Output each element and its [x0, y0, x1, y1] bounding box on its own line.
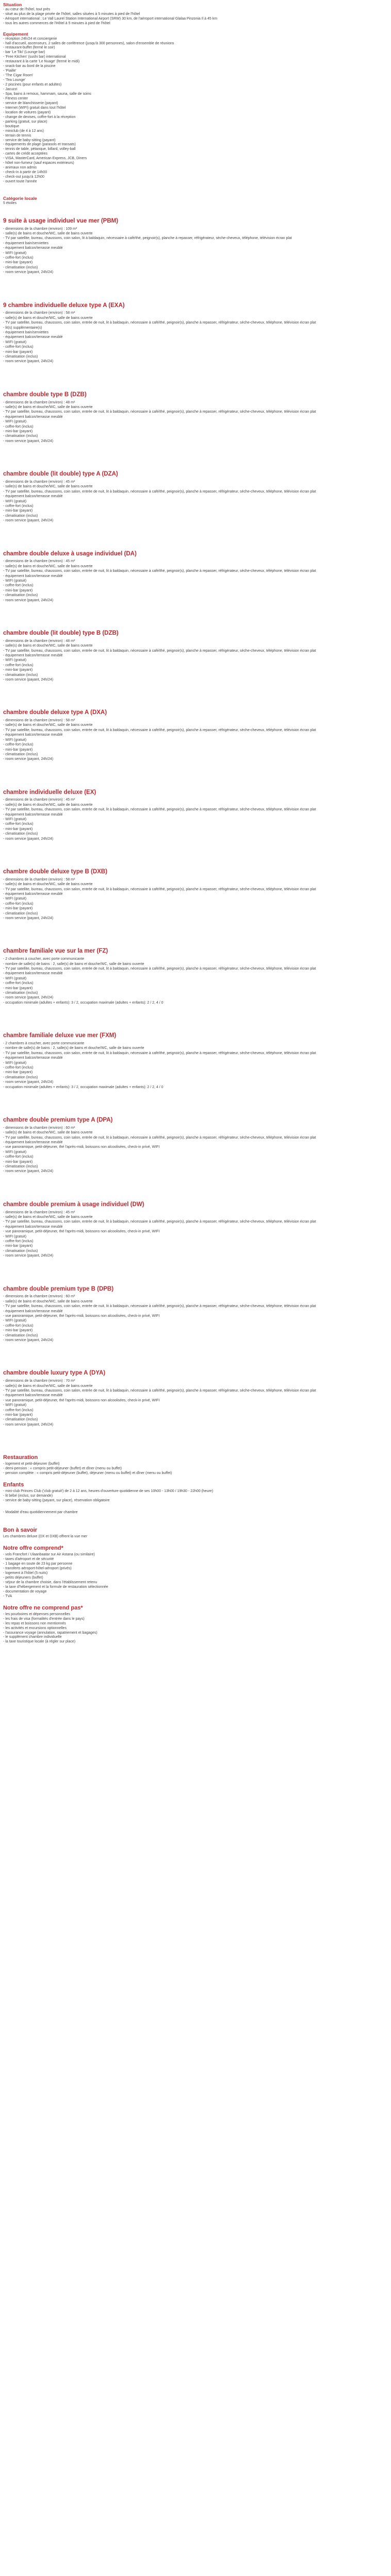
room-feature: - mini-bar (payant)	[3, 350, 33, 354]
room-feature: - WIFI (gratuit)	[3, 251, 27, 255]
room-feature: - dimensions de la chambre (environ) : 60 m²	[3, 1126, 75, 1130]
restauration-list	[3, 1462, 382, 1476]
room-feature: - TV par satellite, bureau, chaussons, coin salon, lit à baldaquin, nécessaire à café/thé, peignoir(s), planche à repasser, réfrigérateur, sèche-cheveux, téléphone, télévision écran plat	[3, 236, 292, 241]
room-feature: - room service (payant, 24h/24)	[3, 757, 54, 761]
room-feature: - climatisation (inclus)	[3, 355, 38, 359]
room-feature: - salle(s) de bains et douche/WC, salle de bains ouverte	[3, 232, 93, 236]
room-feature: - room service (payant, 24h/24)	[3, 360, 54, 364]
room-feature: - climatisation (inclus)	[3, 265, 38, 269]
list-item: - Jacuzzi	[3, 88, 18, 92]
room-feature: - coffre-fort (inclus)	[3, 1155, 34, 1159]
rooms-list	[3, 217, 382, 1454]
room-feature: - climatisation (inclus)	[3, 1165, 38, 1169]
room-feature: - WIFI (gratuit)	[3, 658, 27, 663]
situation-section	[3, 2, 382, 26]
non-compris-section	[3, 1604, 382, 1645]
list-item: - service de baby-sitting (payant, sur place), réservation obligatoire	[3, 1499, 110, 1503]
room-feature: - vue panoramique, petit-déjeuner, thé l'après-midi, boissons non alcoolisées, check-in privé, WIFI	[3, 1398, 160, 1402]
room-title: chambre double premium à usage individuel (DW)	[3, 1201, 144, 1208]
room-feature: - TV par satellite, bureau, chaussons, coin salon, entrée de nuit, lit à baldaquin, nécessaire à café/thé, peignoir(s), planche à repasser, réfrigérateur, sèche-cheveux, téléphone, télévision écran plat	[3, 1388, 316, 1393]
room-feature: - mini-bar (payant)	[3, 748, 33, 752]
list-item: - le supplément chambre individuelle	[3, 1635, 62, 1639]
room-title: chambre familiale vue sur la mer (FZ)	[3, 948, 108, 955]
room-feature: - climatisation (inclus)	[3, 594, 38, 598]
list-item: - snack-bar au bord de la piscine	[3, 64, 56, 69]
list-item: - demi-pension : « compris petit-déjeuner (buffet) et dîner (menu ou buffet)	[3, 1467, 122, 1471]
room-title: chambre double deluxe type B (DXB)	[3, 869, 107, 875]
list-item: - check-out jusqu'à 12h00	[3, 175, 44, 179]
room-feature: - WIFI (gratuit)	[3, 499, 27, 503]
room-feature: - équipement bain/serviettes	[3, 331, 48, 335]
room-feature: - salle(s) de bains et douche/WC, salle de bains ouverte	[3, 644, 93, 648]
room-feature: - mini-bar (payant)	[3, 509, 33, 513]
room-feature: - mini-bar (payant)	[3, 588, 33, 592]
room-feature: - coffre-fort (inclus)	[3, 584, 34, 588]
room-feature: - dimensions de la chambre (environ) : 58 m²	[3, 719, 75, 723]
room-feature: - TV par satellite, bureau, chaussons, coin salon, entrée de nuit, lit à baldaquin, nécessaire à café/thé, peignoir(s), planche à repasser, réfrigérateur, sèche-cheveux, téléphone, télévision écran plat	[3, 410, 316, 414]
room-feature: - coffre-fort (inclus)	[3, 822, 34, 826]
room-block	[3, 789, 382, 868]
list-item: - hôtel non-fumeur (sauf espaces extérieurs)	[3, 161, 74, 165]
room-feature: - climatisation (inclus)	[3, 1249, 38, 1253]
room-feature: - dimensions de la chambre (environ) : 70 m²	[3, 1379, 75, 1383]
list-item: - restaurant-buffet (fermé le soir)	[3, 46, 55, 50]
room-feature: - TV par satellite, bureau, chaussons, coin salon, entrée de nuit, lit à baldaquin, nécessaire à café/thé, peignoir(s), planche à repasser, réfrigérateur, sèche-cheveux, téléphone, télévision écran plat	[3, 1304, 316, 1309]
room-feature: - room service (payant, 24h/24)	[3, 1338, 54, 1342]
room-feature: - équipement balcon/terrasse meublé	[3, 1056, 63, 1060]
room-feature: - 2 chambres à coucher, avec porte communicante	[3, 957, 85, 961]
room-block	[3, 630, 382, 709]
room-feature: - room service (payant, 24h/24)	[3, 1080, 54, 1084]
list-item: - tous les autres commerces de l'Hôtel à 5 minutes à pied de l'hôtel	[3, 21, 110, 25]
room-feature: - salle(s) de bains et douche/WC, salle de bains ouverte	[3, 1215, 93, 1219]
enfants-section	[3, 1481, 382, 1515]
list-item: - les frais de visa (formalités d'entrée dans le pays)	[3, 1617, 85, 1621]
room-feature: - équipement bain/serviettes	[3, 241, 48, 245]
room-feature: - 2 chambres à coucher, avec porte communicante	[3, 1041, 85, 1045]
room-feature: - mini-bar (payant)	[3, 1329, 33, 1333]
list-item: - ouvert toute l'année	[3, 180, 37, 184]
room-feature: - équipement balcon/terrasse meublé	[3, 653, 63, 657]
room-block	[3, 1201, 382, 1285]
room-feature: - dimensions de la chambre (environ) : 45 m²	[3, 1210, 75, 1214]
room-title: 9 suite à usage individuel vue mer (PBM)	[3, 217, 119, 224]
room-feature: - vue panoramique, petit-déjeuner, thé l'après-midi, boissons non alcoolisées, check-in privé, WIFI	[3, 1230, 160, 1234]
list-item: - séjour de la chambre choisie, dans l'établissement retenu	[3, 1580, 97, 1584]
room-feature: - coffre-fort (inclus)	[3, 345, 34, 349]
room-feature: - salle(s) de bains et douche/WC, salle de bains ouverte	[3, 883, 93, 887]
room-feature: - coffre-fort (inclus)	[3, 1066, 34, 1070]
room-feature: - coffre-fort (inclus)	[3, 256, 34, 260]
room-feature: - équipement balcon/terrasse meublé	[3, 1394, 63, 1398]
room-feature: - room service (payant, 24h/24)	[3, 837, 54, 841]
equipement-section	[3, 31, 382, 184]
room-feature: - room service (payant, 24h/24)	[3, 439, 54, 443]
room-feature: - salle(s) de bains et douche/WC, salle de bains ouverte	[3, 1131, 93, 1135]
room-feature: - TV par satellite, bureau, chaussons, coin salon, entrée de nuit, lit à baldaquin, nécessaire à café/thé, peignoir(s), planche à repasser, réfrigérateur, sèche-cheveux, téléphone, télévision écran plat	[3, 489, 316, 494]
list-item: - boutique	[3, 124, 20, 128]
list-item: - 'Piaille'	[3, 69, 17, 73]
list-item: - la taxe d'hébergement et la formule de restauration sélectionnée	[3, 1585, 108, 1589]
room-feature: - TV par satellite, bureau, chaussons, coin salon, entrée de nuit, lit à baldaquin, nécessaire à café/thé, peignoir(s), planche à repasser, réfrigérateur, sèche-cheveux, téléphone, télévision écran plat	[3, 728, 316, 732]
room-feature: - TV par satellite, bureau, chaussons, coin salon, entrée de nuit, lit à baldaquin, nécessaire à café/thé, peignoir(s), planche à repasser, réfrigérateur, sèche-cheveux, téléphone, télévision écran plat	[3, 887, 316, 891]
room-feature: - équipement balcon/terrasse meublé	[3, 972, 63, 976]
room-feature: - WIFI (gratuit)	[3, 1319, 27, 1323]
room-feature: - WIFI (gratuit)	[3, 897, 27, 901]
room-feature: - climatisation (inclus)	[3, 1333, 38, 1337]
room-feature: - WIFI (gratuit)	[3, 1234, 27, 1239]
room-feature: - dimensions de la chambre (environ) : 48 m²	[3, 639, 75, 643]
room-feature: - climatisation (inclus)	[3, 1418, 38, 1422]
list-item: - vols Francfort / Ulaanbaatar sur Air Astana (ou similaire)	[3, 1553, 95, 1557]
room-feature: - équipement balcon/terrasse meublé	[3, 733, 63, 737]
list-item: - cartes de crédit acceptées	[3, 152, 47, 156]
room-feature: - climatisation (inclus)	[3, 673, 38, 677]
room-feature: - salle(s) de bains et douche/WC, salle de bains ouverte	[3, 405, 93, 409]
room-feature: - WIFI (gratuit)	[3, 420, 27, 424]
room-feature: - nombre de salle(s) de bains : 2, salle(s) de bains et douche/WC, salle de bains ouverte	[3, 1046, 144, 1050]
room-feature: - équipement balcon/terrasse meublé	[3, 415, 63, 419]
room-feature: - équipement balcon/terrasse meublé	[3, 1140, 63, 1144]
room-feature: - mini-bar (payant)	[3, 668, 33, 672]
room-feature: - climatisation (inclus)	[3, 911, 38, 916]
room-title: 9 chambre individuelle deluxe type A (EXA)	[3, 302, 125, 309]
list-item: - service de baby-sitting (payant)	[3, 138, 56, 142]
room-feature: - WIFI (gratuit)	[3, 976, 27, 980]
room-title: chambre double premium type A (DPA)	[3, 1117, 113, 1124]
room-feature: - mini-bar (payant)	[3, 261, 33, 265]
room-feature: - room service (payant, 24h/24)	[3, 598, 54, 602]
room-feature: - room service (payant, 24h/24)	[3, 917, 54, 921]
list-item: - l'assurance voyage (annulation, rapatriement et bagages)	[3, 1631, 97, 1635]
room-feature: - coffre-fort (inclus)	[3, 1408, 34, 1412]
room-feature: - salle(s) de bains et douche/WC, salle de bains ouverte	[3, 316, 93, 320]
room-feature: - coffre-fort (inclus)	[3, 743, 34, 747]
list-item: - tennis de table, pétanque, billard, volley-ball	[3, 147, 76, 151]
room-block	[3, 947, 382, 1032]
room-feature: - mini-bar (payant)	[3, 986, 33, 990]
list-item: - réception 24h/24 et conciergerie	[3, 37, 57, 41]
room-feature: - WIFI (gratuit)	[3, 1403, 27, 1408]
room-feature: - TV par satellite, bureau, chaussons, coin salon, entrée de nuit, lit à baldaquin, nécessaire à café/thé, peignoir(s), planche à repasser, réfrigérateur, sèche-cheveux, téléphone, télévision écran plat	[3, 967, 316, 971]
list-item: - miniclub (de 4 à 12 ans)	[3, 129, 44, 133]
room-feature: - nombre de salle(s) de bains : 2, salle(s) de bains et douche/WC, salle de bains ouverte	[3, 962, 144, 966]
enfants-note: - Modalité d'eau quotidiennement par chambre	[3, 1511, 78, 1515]
room-feature: - TV par satellite, bureau, chaussons, coin salon, entrée de nuit, lit à baldaquin, nécessaire à café/thé, peignoir(s), planche à repasser, réfrigérateur, sèche-cheveux, téléphone, télévision écran plat	[3, 321, 316, 325]
categorie-value: 5 étoiles	[3, 201, 17, 205]
room-feature: - mini-bar (payant)	[3, 430, 33, 434]
room-feature: - TV par satellite, bureau, chaussons, coin salon, entrée de nuit, lit à baldaquin, nécessaire à café/thé, peignoir(s), planche à repasser, réfrigérateur, sèche-cheveux, téléphone, télévision écran plat	[3, 808, 316, 812]
list-item: - au cœur de l'hôtel, tout près	[3, 7, 51, 11]
room-title: chambre double deluxe type A (DXA)	[3, 709, 107, 716]
room-feature: - coffre-fort (inclus)	[3, 1324, 34, 1328]
room-feature: - room service (payant, 24h/24)	[3, 1422, 54, 1427]
list-item: - parking (gratuit, sur place)	[3, 120, 47, 124]
room-feature: - WIFI (gratuit)	[3, 818, 27, 822]
room-feature: - équipement balcon/terrasse meublé	[3, 812, 63, 817]
room-title: chambre double type B (DZB)	[3, 391, 87, 398]
room-title: chambre double (lit double) type A (DZA)	[3, 471, 118, 478]
room-feature: - climatisation (inclus)	[3, 1075, 38, 1079]
room-feature: - dimensions de la chambre (environ) : 60 m²	[3, 1295, 75, 1299]
list-item: - taxes d'aéroport et de sécurité	[3, 1557, 54, 1562]
room-block	[3, 1369, 382, 1454]
list-item: - les repas et boissons non mentionnés	[3, 1621, 66, 1625]
room-feature: - climatisation (inclus)	[3, 514, 38, 518]
enfants-list	[3, 1489, 382, 1503]
room-feature: - équipement balcon/terrasse meublé	[3, 892, 63, 896]
room-block	[3, 217, 382, 302]
room-title: chambre double premium type B (DPB)	[3, 1285, 114, 1292]
list-item: - transferts aéroport-hôtel-aéroport (privés)	[3, 1566, 72, 1570]
list-item: - les activités et excursions optionnelles	[3, 1626, 67, 1630]
bon-savoir-section	[3, 1527, 382, 1539]
list-item: - Spa, bains à remous, hammam, sauna, salle de soins	[3, 92, 91, 96]
room-feature: - dimensions de la chambre (environ) : 109 m²	[3, 227, 77, 231]
non-compris-list	[3, 1613, 382, 1645]
room-feature: - climatisation (inclus)	[3, 991, 38, 995]
room-feature: - TV par satellite, bureau, chaussons, coin salon, entrée de nuit, lit à baldaquin, nécessaire à café/thé, peignoir(s), planche à repasser, réfrigérateur, sèche-cheveux, téléphone, télévision écran plat	[3, 1051, 316, 1055]
list-item: - service de blanchisserie (payant)	[3, 101, 58, 105]
room-feature: - mini-bar (payant)	[3, 827, 33, 831]
room-block	[3, 391, 382, 470]
room-feature: - équipement balcon/terrasse meublé	[3, 335, 63, 340]
room-feature: - TV par satellite, bureau, chaussons, coin salon, entrée de nuit, lit à baldaquin, nécessaire à café/thé, peignoir(s), planche à repasser, réfrigérateur, sèche-cheveux, téléphone, télévision écran plat	[3, 649, 316, 653]
list-item: - situé au plus de la plage privée de l'hôtel, salles situées à 5 minutes à pied de l'hôtel	[3, 12, 140, 16]
room-feature: - mini-bar (payant)	[3, 1071, 33, 1075]
list-item: - logement à l'hôtel (5 nuits)	[3, 1571, 48, 1575]
list-item: - équipements de plage (parasols et transats)	[3, 143, 76, 147]
room-feature: - room service (payant, 24h/24)	[3, 1254, 54, 1258]
room-feature: - room service (payant, 24h/24)	[3, 519, 54, 523]
list-item: - petits déjeuners (buffet)	[3, 1575, 43, 1580]
room-feature: - salle(s) de bains et douche/WC, salle de bains ouverte	[3, 564, 93, 568]
list-item: - 'Tea Lounge'	[3, 78, 26, 82]
list-item: - change de devises, coffre-fort à la réception	[3, 115, 76, 119]
room-feature: - dimensions de la chambre (environ) : 58 m²	[3, 877, 75, 882]
room-title: chambre double luxury type A (DYA)	[3, 1370, 106, 1377]
room-feature: - coffre-fort (inclus)	[3, 663, 34, 667]
room-feature: - TV par satellite, bureau, chaussons, coin salon, entrée de nuit, lit à baldaquin, nécessaire à café/thé, peignoir(s), planche à repasser, réfrigérateur, sèche-cheveux, téléphone, télévision écran plat	[3, 569, 316, 573]
room-feature: - dimensions de la chambre (environ) : 58 m²	[3, 311, 75, 315]
bon-savoir-heading: Bon à savoir	[3, 1527, 38, 1533]
room-feature: - room service (payant, 24h/24)	[3, 996, 54, 1000]
list-item: - documentation de voyage	[3, 1589, 47, 1594]
room-feature: - dimensions de la chambre (environ) : 45 m²	[3, 560, 75, 564]
list-item: - la taxe touristique locale (à régler sur place)	[3, 1640, 76, 1644]
list-item: - mini-club Princes Club ('club gratuit') de 2 à 12 ans, heures d'ouverture quotidienne de ses 10h00 - 13h00 / 19h30 - 22h00 (heure)	[3, 1489, 214, 1494]
room-feature: - climatisation (inclus)	[3, 752, 38, 756]
list-item: - hall d'accueil, ascenseurs, 2 salles de conférence (jusqu'à 300 personnes), salon d'ensemble de réunions	[3, 41, 174, 45]
room-feature: - WIFI (gratuit)	[3, 1061, 27, 1065]
room-feature: - WIFI (gratuit)	[3, 579, 27, 583]
room-title: chambre individuelle deluxe (EX)	[3, 789, 96, 795]
room-feature: - climatisation (inclus)	[3, 434, 38, 438]
non-compris-heading: Notre offre ne comprend pas*	[3, 1604, 83, 1611]
offre-section	[3, 1545, 382, 1599]
list-item: - Internet (WIFI) gratuit dans tout l'hôtel	[3, 106, 66, 110]
equipement-list	[3, 37, 382, 185]
room-title: chambre double (lit double) type B (DZB)	[3, 630, 119, 636]
room-feature: - climatisation (inclus)	[3, 832, 38, 836]
room-feature: - room service (payant, 24h/24)	[3, 270, 54, 275]
room-feature: - dimensions de la chambre (environ) : 48 m²	[3, 400, 75, 404]
room-title: chambre double deluxe à usage individuel (DA)	[3, 550, 137, 557]
list-item: - restaurant à la carte 'Le Nuage' (fermé le midi)	[3, 60, 80, 64]
room-feature: - room service (payant, 24h/24)	[3, 1170, 54, 1174]
room-feature: - vue panoramique, petit-déjeuner, thé l'après-midi, boissons non alcoolisées, check-in privé, WIFI	[3, 1314, 160, 1318]
room-feature: - coffre-fort (inclus)	[3, 902, 34, 906]
room-feature: - salle(s) de bains et douche/WC, salle de bains ouverte	[3, 723, 93, 727]
room-feature: - salle(s) de bains et douche/WC, salle de bains ouverte	[3, 1299, 93, 1303]
room-block	[3, 550, 382, 630]
list-item: - Fitness center	[3, 96, 28, 100]
room-feature: - WIFI (gratuit)	[3, 738, 27, 742]
room-feature: - room service (payant, 24h/24)	[3, 677, 54, 682]
list-item: - bar 'Le Tiki' (Lounge bar)	[3, 50, 45, 55]
categorie-section	[3, 196, 382, 206]
room-feature: - WIFI (gratuit)	[3, 1150, 27, 1154]
list-item: - pension complète : « compris petit-déjeuner (buffet), déjeuner (menu ou buffet) et dîner (menu ou buffet)	[3, 1471, 172, 1476]
room-feature: - équipement balcon/terrasse meublé	[3, 495, 63, 499]
list-item: - location de voitures (payant)	[3, 110, 51, 114]
room-feature: - TV par satellite, bureau, chaussons, coin salon, entrée de nuit, lit à baldaquin, nécessaire à café/thé, peignoir(s), planche à repasser, réfrigérateur, sèche-cheveux, téléphone, télévision écran plat	[3, 1136, 316, 1140]
list-item: - Aéroport international : Le Vall Laurel Station International Airport (SRW) 30 km, de l'aéroport international Glalaa Pinzonia Il à 45 km	[3, 16, 218, 21]
room-feature: - TV par satellite, bureau, chaussons, coin salon, entrée de nuit, lit à baldaquin, nécessaire à café/thé, peignoir(s), planche à repasser, réfrigérateur, sèche-cheveux, téléphone, télévision écran plat	[3, 1220, 316, 1224]
room-block	[3, 302, 382, 391]
list-item: - 'The Cigar Room'	[3, 74, 34, 78]
room-feature: - occupation minimale (adultes + enfants): 3 / 2, occupation maximale (adultes + enfants): 2 / 2, 4 / 0	[3, 1001, 164, 1005]
list-item: - check-in à partir de 14h00	[3, 171, 47, 175]
room-feature: - coffre-fort (inclus)	[3, 1239, 34, 1243]
room-block	[3, 709, 382, 788]
enfants-heading: Enfants	[3, 1482, 24, 1488]
room-feature: - lit(s) supplémentaire(s)	[3, 326, 42, 330]
room-feature: - mini-bar (payant)	[3, 907, 33, 911]
equipement-heading: Equipement	[3, 31, 28, 37]
room-feature: - WIFI (gratuit)	[3, 340, 27, 344]
room-feature: - dimensions de la chambre (environ) : 45 m²	[3, 480, 75, 484]
list-item: - terrain de tennis	[3, 133, 31, 138]
room-block	[3, 1116, 382, 1201]
restauration-section	[3, 1454, 382, 1476]
list-item: - 'Free Kitchen' (sushi bar) international	[3, 55, 66, 59]
offre-heading: Notre offre comprend*	[3, 1545, 63, 1552]
restauration-heading: Restauration	[3, 1454, 38, 1461]
room-feature: - équipement balcon/terrasse meublé	[3, 574, 63, 578]
room-block	[3, 1285, 382, 1370]
room-title: chambre familiale deluxe vue mer (FXM)	[3, 1032, 117, 1039]
list-item: - 1 bagage en soute de 23 kg par personne	[3, 1562, 73, 1566]
room-feature: - mini-bar (payant)	[3, 1160, 33, 1164]
room-feature: - occupation minimale (adultes + enfants): 3 / 2, occupation maximale (adultes + enfants): 2 / 2, 4 / 0	[3, 1085, 164, 1089]
room-feature: - salle(s) de bains et douche/WC, salle de bains ouverte	[3, 1384, 93, 1388]
room-feature: - équipement balcon/terrasse meublé	[3, 1309, 63, 1313]
room-block	[3, 1032, 382, 1116]
room-feature: - mini-bar (payant)	[3, 1244, 33, 1248]
list-item: - lit bébé (inclus, sur demande)	[3, 1494, 53, 1498]
room-feature: - vue panoramique, petit-déjeuner, thé l'après-midi, boissons non alcoolisées, check-in privé, WIFI	[3, 1145, 160, 1149]
room-feature: - mini-bar (payant)	[3, 1413, 33, 1417]
room-feature: - coffre-fort (inclus)	[3, 981, 34, 986]
room-feature: - coffre-fort (inclus)	[3, 425, 34, 429]
room-feature: - équipement balcon/terrasse meublé	[3, 246, 63, 250]
situation-heading: Situation	[3, 2, 22, 7]
list-item: - TVA	[3, 1594, 12, 1598]
list-item: - les pourboires et dépenses personnelles	[3, 1612, 70, 1616]
bon-savoir-text: Les chambres deluxe (DX et DXB) offrent la vue mer	[3, 1535, 88, 1539]
room-block	[3, 470, 382, 550]
list-item: - logement et petit-déjeuner (buffet)	[3, 1462, 60, 1466]
room-feature: - dimensions de la chambre (environ) : 45 m²	[3, 798, 75, 802]
room-feature: - salle(s) de bains et douche/WC, salle de bains ouverte	[3, 485, 93, 489]
list-item: - VISA, MasterCard, American Express, JCB, Diners	[3, 157, 87, 161]
list-item: - 2 piscines (pour enfants et adultes)	[3, 83, 62, 87]
room-feature: - salle(s) de bains et douche/WC, salle de bains ouverte	[3, 803, 93, 807]
room-feature: - équipement balcon/terrasse meublé	[3, 1225, 63, 1229]
list-item: - animaux non admis	[3, 166, 37, 170]
offre-list	[3, 1553, 382, 1599]
room-block	[3, 868, 382, 947]
situation-list	[3, 8, 382, 26]
room-feature: - coffre-fort (inclus)	[3, 504, 34, 508]
categorie-heading: Catégorie locale	[3, 196, 37, 201]
